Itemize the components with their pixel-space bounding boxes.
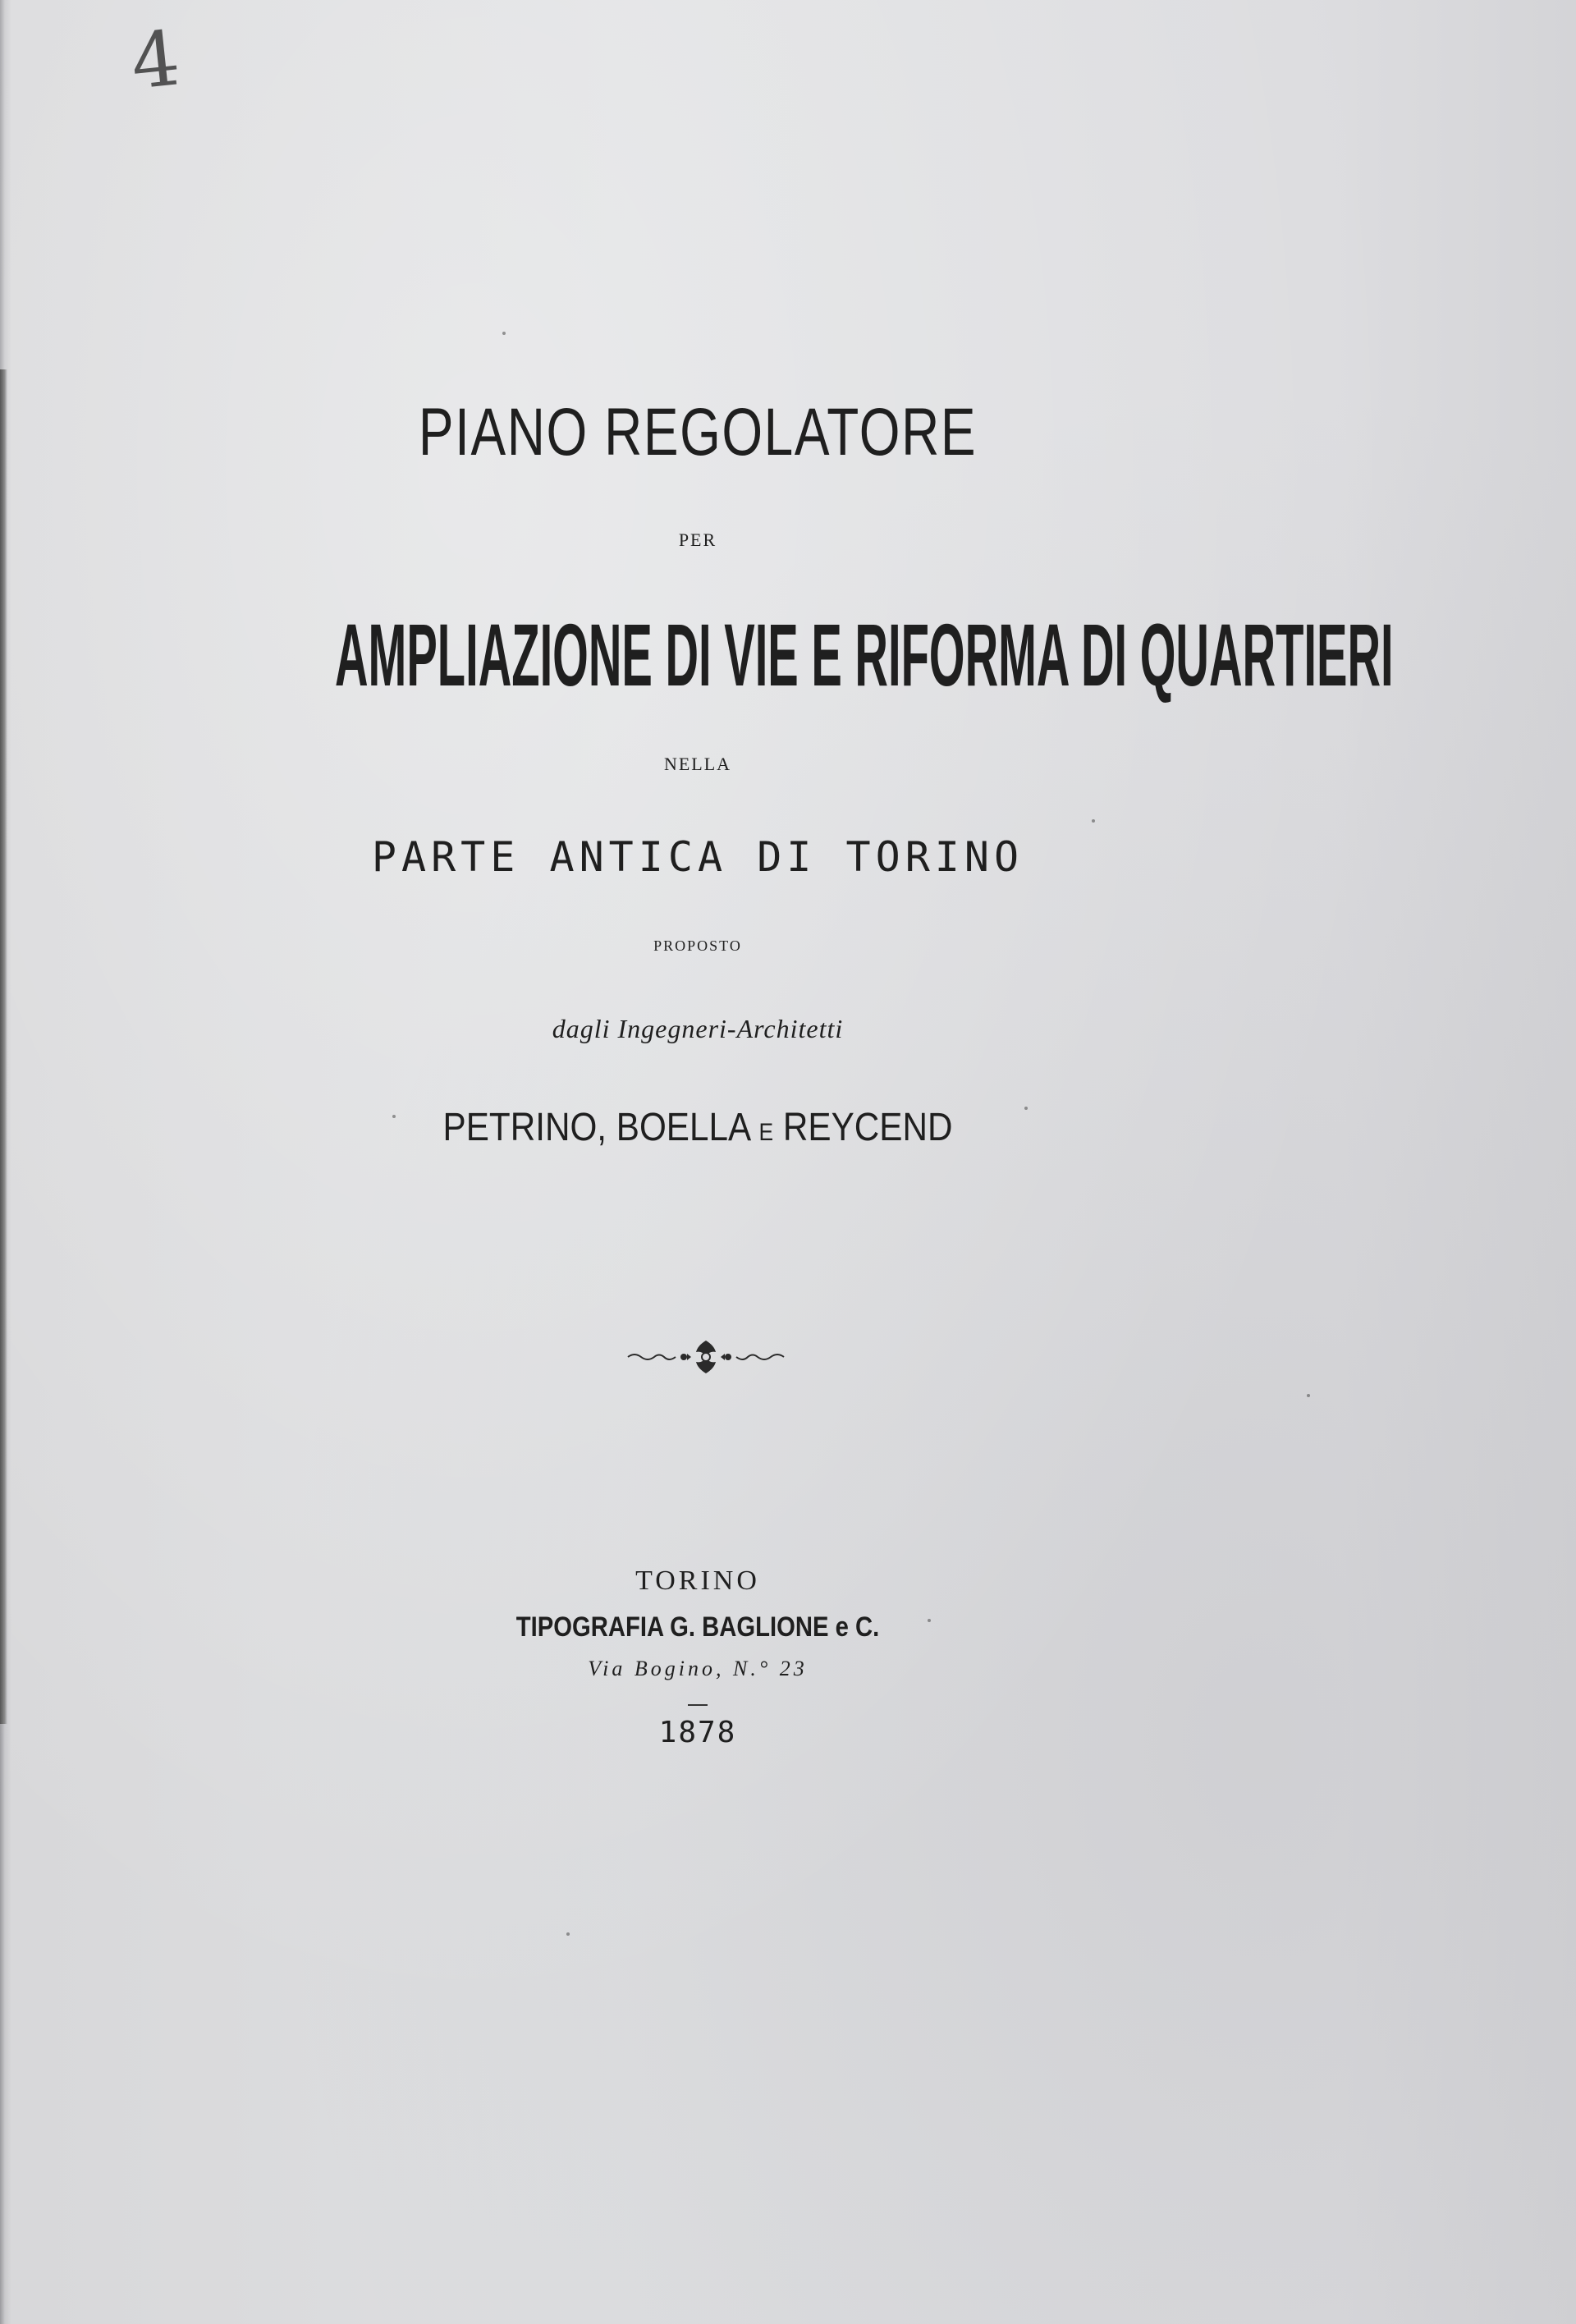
imprint-address: Via Bogino, N.° 23 (588, 1657, 808, 1680)
pencil-page-number: 4 (126, 14, 184, 107)
paper-speck (1307, 1394, 1310, 1397)
title-line-1: PIANO REGOLATORE (418, 395, 978, 470)
connector-nella: NELLA (663, 754, 732, 774)
paper-speck (392, 1115, 396, 1118)
paper-speck (1092, 819, 1095, 823)
paper-speck (566, 1932, 570, 1936)
title-line-3: PARTE ANTICA DI TORINO (371, 833, 1024, 881)
imprint-year: 1878 (658, 1716, 737, 1749)
authors-part-1: PETRINO, BOELLA (442, 1106, 749, 1149)
byline: dagli Ingegneri-Architetti (552, 1014, 844, 1043)
binding-edge (0, 369, 7, 1724)
authors (84, 1105, 1312, 1150)
connector-proposto: PROPOSTO (653, 937, 742, 954)
paper-speck (928, 1619, 931, 1622)
decorative-vine-ornament-icon (624, 1334, 788, 1375)
connector-per: PER (678, 529, 717, 550)
imprint-divider (688, 1704, 708, 1706)
imprint-city: TORINO (635, 1565, 760, 1596)
imprint-printer: TIPOGRAFIA G. BAGLIONE e C. (515, 1611, 880, 1643)
authors-connector: E (758, 1119, 774, 1146)
paper-speck (1024, 1107, 1028, 1110)
paper-speck (502, 332, 506, 335)
title-line-2: AMPLIAZIONE DI VIE E RIFORMA DI QUARTIERI (335, 605, 1394, 704)
authors-part-2: REYCEND (782, 1106, 953, 1149)
